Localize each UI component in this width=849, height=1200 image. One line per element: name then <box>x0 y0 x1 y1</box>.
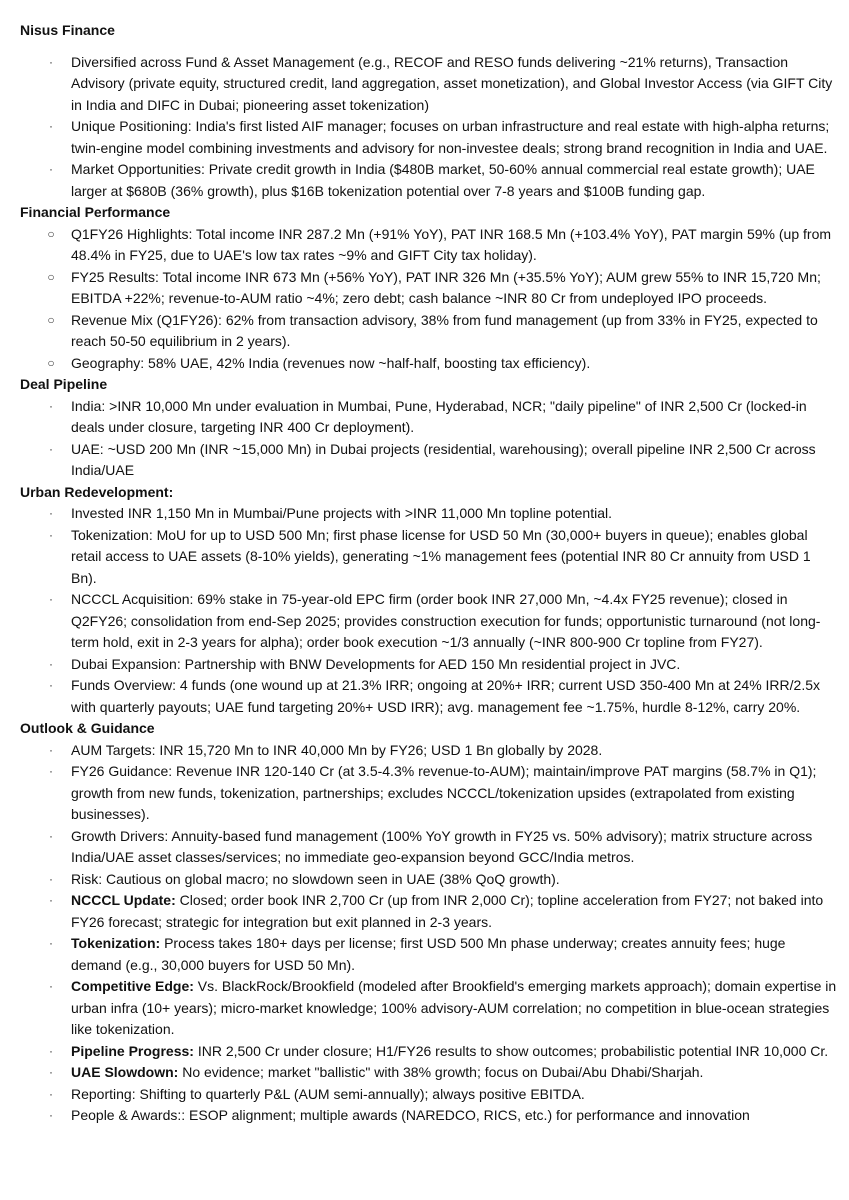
bullet-list <box>20 224 838 375</box>
bullet-icon: · <box>49 398 53 413</box>
list-item-text: No evidence; market "ballistic" with 38% growth; focus on Dubai/Abu Dhabi/Sharjah. <box>178 1064 704 1080</box>
section-heading: Nisus Finance <box>20 22 115 38</box>
bullet-list <box>20 396 838 482</box>
list-item-text: AUM Targets: INR 15,720 Mn to INR 40,000 Mn by FY26; USD 1 Bn globally by 2028. <box>71 741 603 758</box>
bullet-icon: · <box>49 656 53 671</box>
list-item <box>20 503 838 525</box>
section-heading: Outlook & Guidance <box>20 720 155 736</box>
bullet-icon: · <box>49 162 53 176</box>
list-item-text: INR 2,500 Cr under closure; H1/FY26 results to show outcomes; probabilistic potential INR 10,000 Cr. <box>193 1042 829 1059</box>
list-item-text: Closed; order book INR 2,700 Cr (up from INR 2,000 Cr); topline acceleration from FY27; not baked into FY26 forecast; strategic for integration but exit planned in 2-3 years. <box>71 892 824 930</box>
list-item <box>20 589 838 654</box>
bullet-icon: · <box>49 1086 53 1101</box>
bullet-icon: · <box>49 506 53 520</box>
bullet-icon: · <box>49 527 53 542</box>
list-item <box>20 396 838 439</box>
bullet-icon: · <box>49 441 53 456</box>
list-item-text: Q1FY26 Highlights: Total income INR 287.2 Mn (+91% YoY), PAT INR 168.5 Mn (+103.4% YoY), PAT margin 59% (up from 48.4% in FY25, due to UAE's low tax rates ~9% and GIFT City tax holiday). <box>71 225 832 263</box>
list-item-text: FY26 Guidance: Revenue INR 120-140 Cr (at 3.5-4.3% revenue-to-AUM); maintain/improve PAT margins (58.7% in Q1); growth from new funds, tokenization, partnerships; excludes NCCCL/tokenization upsides (extrapolated from existing businesses). <box>71 763 817 822</box>
bullet-icon: · <box>49 893 53 907</box>
list-item-key: Competitive Edge: <box>71 978 194 994</box>
bullet-icon: · <box>49 871 53 886</box>
list-item-text: Market Opportunities: Private credit growth in India ($480B market, 50-60% annual commercial real estate growth); UAE larger at $680B (36% growth), plus $16B tokenization potential over 7-8 years and $100B funding gap. <box>71 161 815 199</box>
list-item-text: Growth Drivers: Annuity-based fund management (100% YoY growth in FY25 vs. 50% advisory); matrix structure across India/UAE asset classes/services; no immediate geo-expansion beyond GCC/India metros. <box>71 827 813 865</box>
list-item <box>20 52 838 117</box>
list-item-text: People & Awards:: ESOP alignment; multiple awards (NAREDCO, RICS, etc.) for performance and innovation <box>71 1107 750 1123</box>
list-item-text: Process takes 180+ days per license; first USD 500 Mn phase underway; creates annuity fees; huge demand (e.g., 30,000 buyers for USD 50 Mn). <box>71 935 786 973</box>
list-item-text: Unique Positioning: India's first listed AIF manager; focuses on urban infrastructure and real estate with high-alpha returns; twin-engine model combining investments and advisory for non-investee deals; strong brand recognition in India and UAE. <box>71 118 830 156</box>
bullet-icon: · <box>49 742 53 757</box>
bullet-icon: · <box>49 1043 53 1058</box>
list-item <box>20 761 838 826</box>
list-item-text: Invested INR 1,150 Mn in Mumbai/Pune projects with >INR 11,000 Mn topline potential. <box>71 505 612 521</box>
list-item-text: Reporting: Shifting to quarterly P&L (AUM semi-annually); always positive EBITDA. <box>71 1085 585 1102</box>
list-item-key: NCCCL Update: <box>71 892 176 908</box>
bullet-icon: · <box>49 764 53 778</box>
section-heading: Financial Performance <box>20 204 171 220</box>
list-item <box>20 869 838 891</box>
bullet-icon: · <box>49 1108 53 1122</box>
list-item-text: Geography: 58% UAE, 42% India (revenues now ~half-half, boosting tax efficiency). <box>71 354 591 371</box>
list-item <box>20 1062 838 1084</box>
bullet-icon: ○ <box>47 226 55 241</box>
list-item <box>20 890 838 933</box>
bullet-list <box>20 740 838 1127</box>
bullet-icon: · <box>49 979 53 993</box>
list-item-text: FY25 Results: Total income INR 673 Mn (+56% YoY), PAT INR 326 Mn (+35.5% YoY); AUM grew 55% to INR 15,720 Mn; EBITDA +22%; revenue-to-AUM ratio ~4%; zero debt; cash balance ~INR 80 Cr from undeployed IPO proceeds. <box>71 268 821 306</box>
bullet-list <box>20 503 838 718</box>
list-item <box>20 267 838 310</box>
list-item-text: Risk: Cautious on global macro; no slowdown seen in UAE (38% QoQ growth). <box>71 870 560 887</box>
list-item-key: UAE Slowdown: <box>71 1064 179 1080</box>
list-item <box>20 353 838 375</box>
list-item <box>20 159 838 202</box>
list-item-text: Vs. BlackRock/Brookfield (modeled after Brookfield's emerging markets approach); domain expertise in urban infra (10+ years); micro-market knowledge; 100% advisory-AUM correlation; no competition in blue-ocean strategies like tokenization. <box>71 978 837 1037</box>
list-item <box>20 116 838 159</box>
bullet-icon: · <box>49 936 53 950</box>
list-item <box>20 224 838 267</box>
list-item <box>20 439 838 482</box>
list-item-text: Funds Overview: 4 funds (one wound up at 21.3% IRR; ongoing at 20%+ IRR; current USD 350-400 Mn at 24% IRR/2.5x with quarterly payouts; UAE fund targeting 20%+ USD IRR); avg. management fee ~1.75%, hurdle 8-12%, carry 20%. <box>71 677 821 715</box>
section-heading: Urban Redevelopment: <box>20 483 174 500</box>
list-item <box>20 933 838 976</box>
bullet-list <box>20 52 838 203</box>
list-item <box>20 976 838 1041</box>
bullet-icon: ○ <box>47 312 55 327</box>
list-item <box>20 740 838 762</box>
bullet-icon: · <box>49 54 53 69</box>
list-item <box>20 826 838 869</box>
list-item-key: Pipeline Progress: <box>71 1042 194 1059</box>
bullet-icon: · <box>49 828 53 843</box>
list-item-text: UAE: ~USD 200 Mn (INR ~15,000 Mn) in Dubai projects (residential, warehousing); overall pipeline INR 2,500 Cr across India/UAE <box>71 440 816 478</box>
list-item <box>20 525 838 590</box>
section-heading: Deal Pipeline <box>20 376 108 392</box>
list-item <box>20 1084 838 1106</box>
bullet-icon: · <box>49 119 53 133</box>
list-item-text: NCCCL Acquisition: 69% stake in 75-year-old EPC firm (order book INR 27,000 Mn, ~4.4x FY25 revenue); closed in Q2FY26; consolidation from end-Sep 2025; provides construction execution for funds; opportunistic turnaround (not long-term hold, exit in 2-3 years for alpha); order book execution ~1/3 annually (~INR 800-900 Cr topline from FY27). <box>71 591 821 650</box>
list-item-key: Tokenization: <box>71 935 161 951</box>
list-item-text: India: >INR 10,000 Mn under evaluation in Mumbai, Pune, Hyderabad, NCR; "daily pipeline" of INR 2,500 Cr (locked-in deals under closure, targeting INR 400 Cr deployment). <box>71 397 807 435</box>
list-item-text: Tokenization: MoU for up to USD 500 Mn; first phase license for USD 50 Mn (30,000+ buyers in queue); enables global retail access to UAE assets (8-10% yields), generating ~1% management fees (potential INR 80 Cr annuity from USD 1 Bn). <box>71 526 811 586</box>
list-item-text: Revenue Mix (Q1FY26): 62% from transaction advisory, 38% from fund management (up from 33% in FY25, expected to reach 50-50 equilibrium in 2 years). <box>71 311 818 349</box>
bullet-icon: · <box>49 678 53 692</box>
list-item <box>20 1041 838 1063</box>
list-item <box>20 675 838 718</box>
list-item <box>20 310 838 353</box>
document-page <box>20 20 838 1127</box>
bullet-icon: · <box>49 592 53 606</box>
list-item <box>20 1105 838 1127</box>
bullet-icon: · <box>49 1065 53 1079</box>
list-item <box>20 654 838 676</box>
bullet-icon: ○ <box>47 269 55 284</box>
list-item-text: Dubai Expansion: Partnership with BNW Developments for AED 150 Mn residential project in JVC. <box>71 655 681 672</box>
bullet-icon: ○ <box>47 355 55 370</box>
list-item-text: Diversified across Fund & Asset Management (e.g., RECOF and RESO funds delivering ~21% returns), Transaction Advisory (private equity, structured credit, land aggregation, asset monetization), and Global Investor Access (via GIFT City in India and DIFC in Dubai; pioneering asset tokenization) <box>71 53 833 113</box>
